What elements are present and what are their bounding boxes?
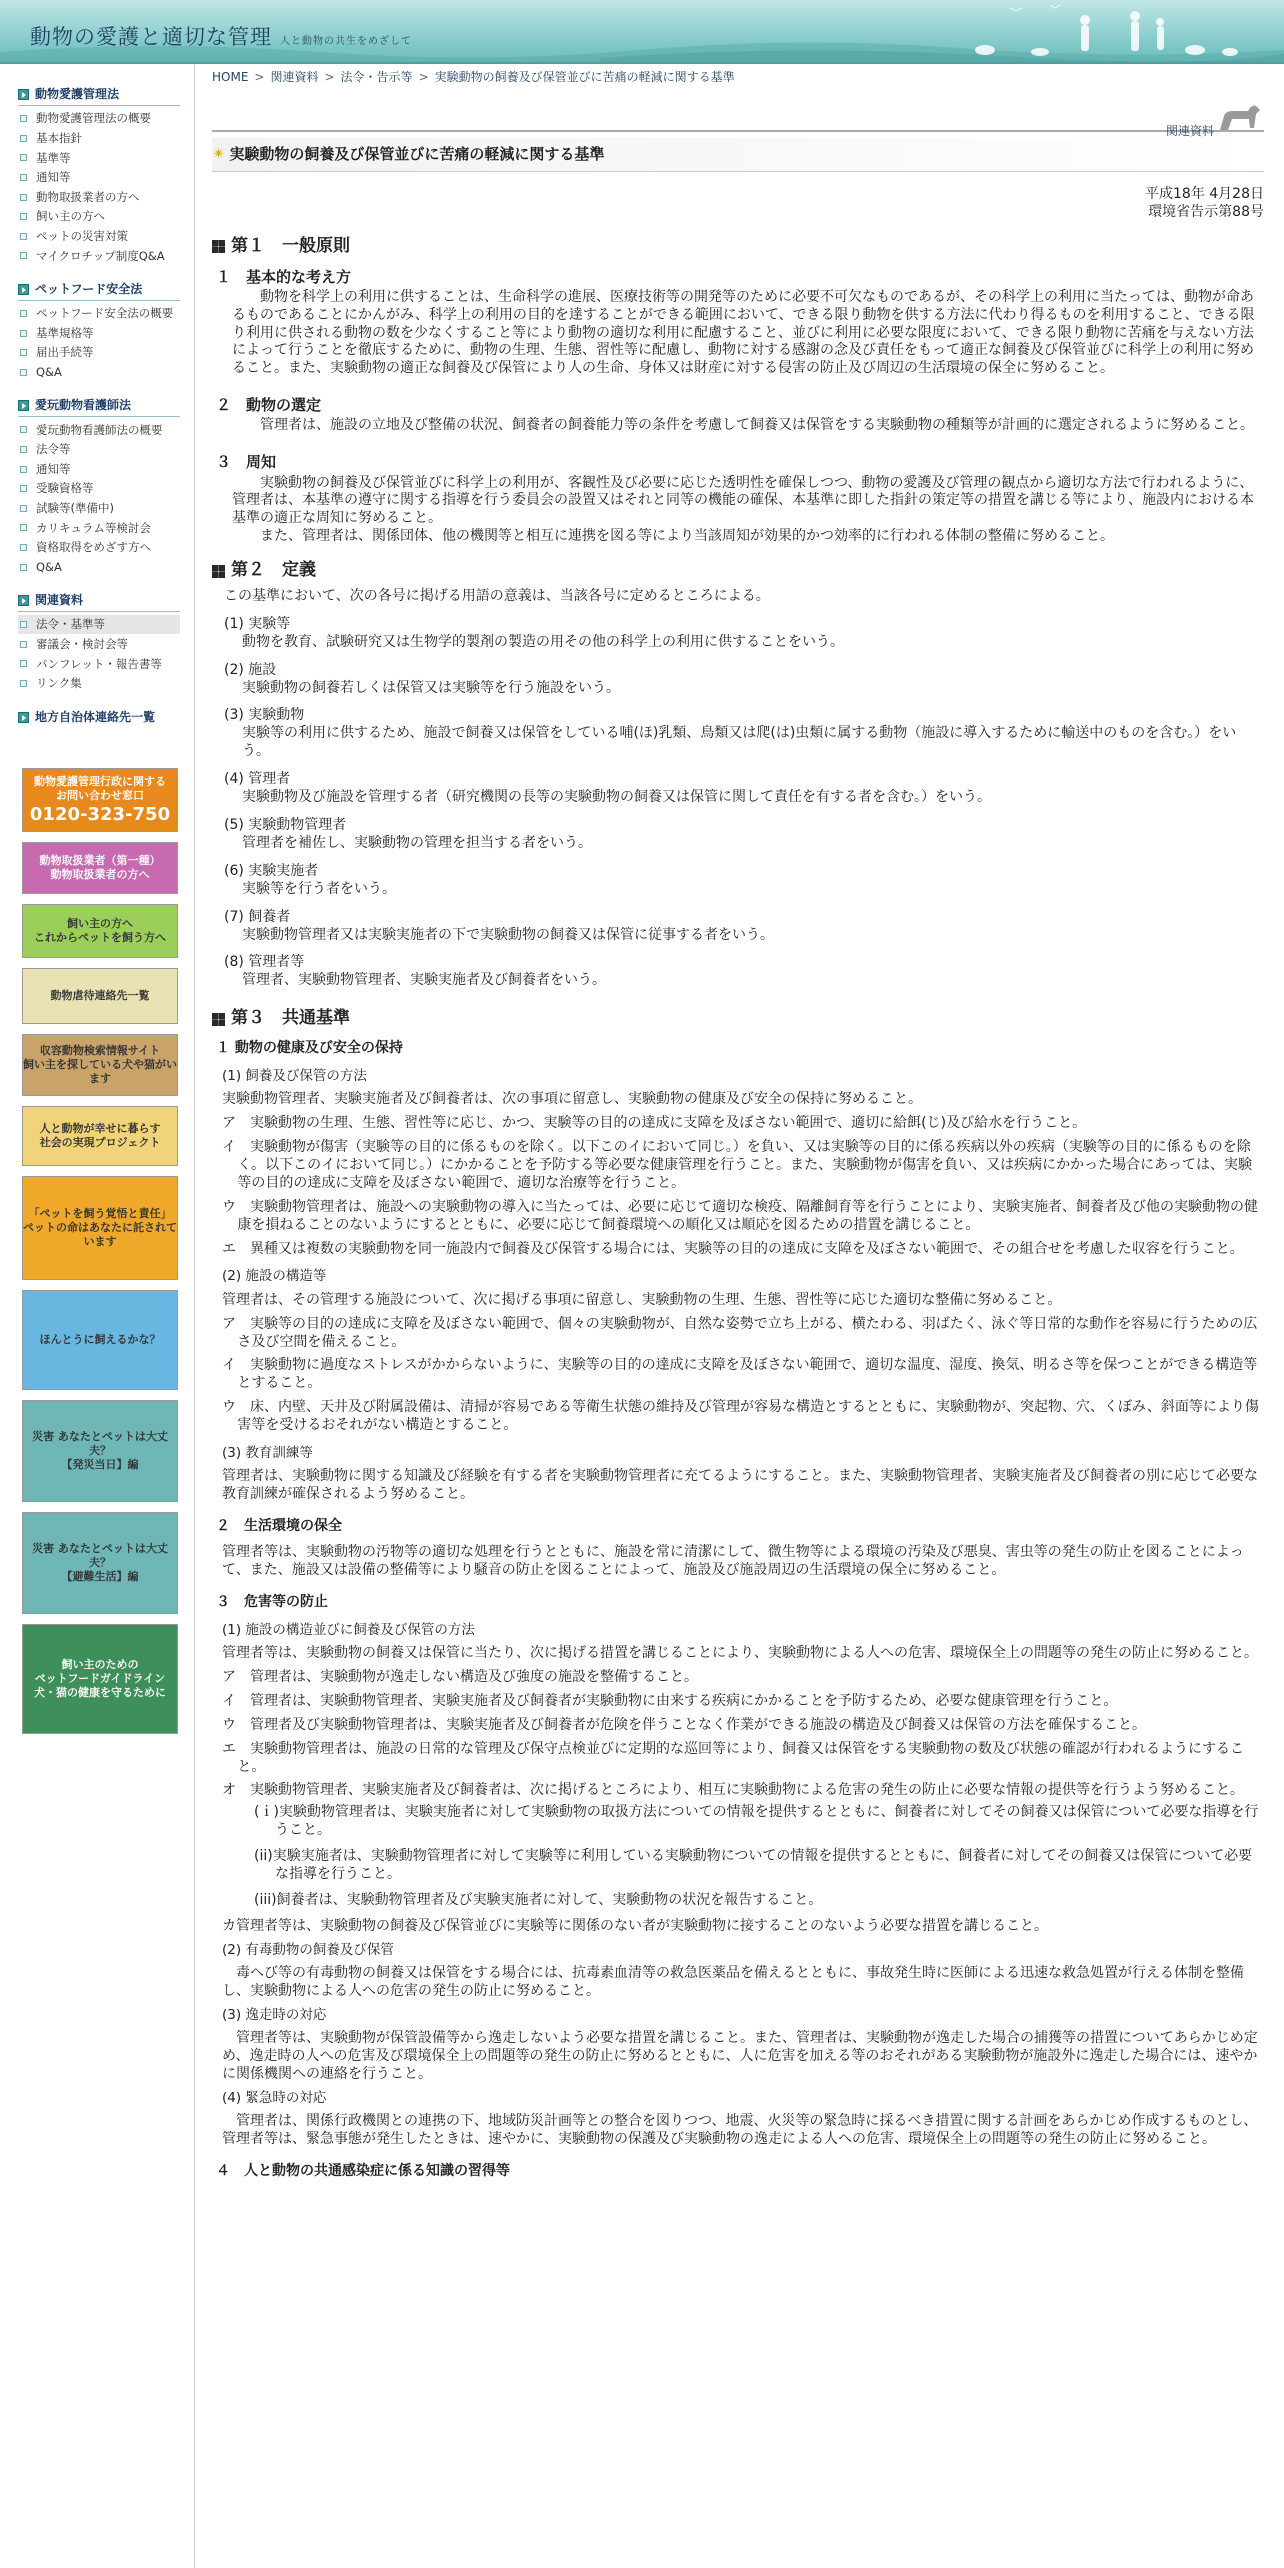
paragraph: 動物を科学上の利用に供することは、生命科学の進展、医療技術等の開発等のために必要不可欠なものであるが、その科学上の利用に当たっては、動物が命あるものであることにかんがみ、科学上の利用の目的を達することができる範囲において、できる限り動物を供する方法に代わり得るものを利用すること、できる限り利用に供される動物の数を少なくすること等により動物の適切な利用に配慮すること、並びに利用に必要な限度において、できる限り動物に苦痛を与えない方法によって行うことを徹底するために、動物の生理、生態、習性等に配慮し、動物に対する感謝の念及び責任をもって適正な飼養及び保管並びに科学上の利用に努めること。また、実験動物の適正な飼養及び保管により人の生命、身体又は財産に対する侵害の防止及び周辺の生活環境の保全に努めること。 — [232, 288, 1255, 377]
sidebar-item-label: ペットの災害対策 — [36, 229, 128, 243]
sidebar-item[interactable] — [18, 148, 180, 168]
sidebar-banner[interactable] — [22, 1512, 178, 1614]
site-tagline: 人と動物の共生をめざして — [280, 36, 412, 47]
definition-body: 動物を教育、試験研究又は生物学的製剤の製造の用その他の科学上の利用に供することをいう。 — [242, 633, 844, 650]
sidebar-banner[interactable] — [22, 1106, 178, 1166]
site-title[interactable] — [30, 24, 412, 51]
sidebar-item[interactable] — [18, 129, 180, 149]
item-heading: (3) 教育訓練等 — [222, 1445, 313, 1462]
subsection-heading: ３ 周知 — [216, 453, 277, 472]
sidebar-item-label: 法令等 — [36, 442, 71, 457]
banner-text: 【発災当日】編 — [61, 1458, 139, 1472]
sidebar-item-label: カリキュラム等検討会 — [36, 520, 151, 535]
sidebar-link-label: 地方自治体連絡先一覧 — [35, 709, 156, 724]
definition-term: (1) 実験等 — [224, 615, 291, 632]
arrow-square-icon — [18, 712, 29, 723]
sidebar-item[interactable] — [18, 459, 180, 479]
site-title-text: 動物の愛護と適切な管理 — [30, 25, 272, 49]
bullet-icon — [20, 154, 27, 161]
bullet-icon — [20, 426, 27, 433]
sidebar-item[interactable] — [18, 440, 180, 460]
main-content — [212, 66, 1264, 2183]
banner-text: 災害 あなたとペットは大丈夫？ — [32, 1430, 168, 1458]
sidebar-section-title[interactable] — [18, 395, 180, 417]
item-heading: (1) 飼養及び保管の方法 — [222, 1067, 367, 1084]
arrow-square-icon — [18, 400, 29, 411]
sidebar-section — [18, 590, 180, 693]
paragraph: 実験動物の飼養及び保管並びに科学上の利用が、客観性及び必要に応じた透明性を確保しつつ、動物の愛護及び管理の観点から適切な方法で行われるように、管理者は、本基準の遵守に関する指導を行う委員会の設置又はそれと同等の機能の確保、本基準に即した指針の策定等の措置を講じる等により、施設内における本基準の適正な周知に努めること。 — [232, 474, 1254, 527]
sidebar-banner[interactable] — [22, 1176, 178, 1280]
sidebar-item-label: マイクロチップ制度Q&A — [36, 248, 165, 263]
banner-text: 動物取扱業者の方へ — [50, 868, 150, 882]
paragraph: 管理者等は、実験動物が保管設備等から逸走しないよう必要な措置を講じること。また、管理者は、実験動物が逸走した場合の捕獲等の措置についてあらかじめ定め、逸走時の人への危害及び環境保全上の問題等の発生の防止に努めるとともに、人に危害を加える等のおそれがある実験動物が施設外に逸走した場合には、速やかに関係機関への連絡を行うこと。 — [222, 2030, 1258, 2082]
document-dates — [212, 186, 1264, 222]
sidebar-banner[interactable] — [22, 1400, 178, 1502]
bullet-icon — [20, 135, 27, 142]
bullet-icon — [20, 174, 27, 181]
sidebar-section — [18, 279, 180, 382]
paragraph: 実験動物管理者、実験実施者及び飼養者は、次の事項に留意し、実験動物の健康及び安全の保持に努めること。 — [222, 1091, 922, 1108]
banner-text: 0120-323-750 — [29, 803, 171, 825]
item-list — [212, 1115, 1264, 1258]
sidebar-item[interactable] — [18, 654, 180, 674]
sidebar-divider — [194, 64, 195, 2568]
section-heading-text: 第１ 一般原則 — [231, 235, 350, 256]
breadcrumb-separator: > — [418, 70, 429, 85]
item-heading: (2) 有毒動物の飼養及び保管 — [222, 1941, 394, 1958]
list-item: ア 実験等の目的の達成に支障を及ぼさない範囲で、個々の実験動物が、自然な姿勢で立ち上がる、横たわる、羽ばたく、泳ぐ等日常的な動作を容易に行うための広さ及び空間を備えること。 — [222, 1315, 1258, 1350]
definition-body: 実験動物及び施設を管理する者（研究機関の長等の実験動物の飼養又は保管に関して責任を有する者を含む。）をいう。 — [242, 789, 991, 806]
sidebar-item-label: 動物愛護管理法の概要 — [36, 111, 151, 126]
bullet-icon — [20, 349, 27, 356]
sidebar-item[interactable] — [18, 343, 180, 363]
item-heading: (1) 施設の構造並びに飼養及び保管の方法 — [222, 1621, 475, 1638]
list-item: イ 実験動物が傷害（実験等の目的に係るものを除く。以下このイにおいて同じ。）を負い、又は実験等の目的に係る疾病以外の疾病（実験等の目的に係るものを除く。以下このイにおいて同じ。）にかかることを予防する等必要な健康管理を行うこと。また、実験動物が傷害を負い、又は疾病にかかった場合にあっては、実験等の目的の達成に支障を及ぼさない範囲で、適切な治療等を行うこと。 — [222, 1138, 1252, 1191]
subsection-heading: １ 基本的な考え方 — [216, 267, 352, 286]
sidebar-section-title[interactable] — [18, 84, 180, 106]
sidebar-item[interactable] — [18, 246, 180, 266]
arrow-square-icon — [18, 89, 29, 100]
sidebar-item-label: Q&A — [36, 364, 62, 379]
sidebar-item[interactable] — [18, 499, 180, 519]
item-list — [212, 1316, 1264, 1435]
notice-number: 環境省告示第88号 — [1148, 203, 1264, 220]
list-item: ア 実験動物の生理、生態、習性等に応じ、かつ、実験等の目的の達成に支障を及ぼさない範囲で、適切に給餌(じ)及び給水を行うこと。 — [222, 1115, 1087, 1132]
grid-icon — [212, 1013, 225, 1026]
sidebar-item-label: 通知等 — [36, 461, 71, 476]
paragraph: 管理者等は、実験動物の飼養又は保管に当たり、次に掲げる措置を講じることにより、実験動物による人への危害、環境保全上の問題等の発生の防止に努めること。 — [222, 1645, 1258, 1661]
sidebar-item-label: 基準規格等 — [36, 325, 94, 340]
bullet-icon — [20, 524, 27, 531]
sparkle-icon: ✴ — [212, 144, 226, 164]
banner-text: ペットの命はあなたに託されています — [23, 1221, 177, 1249]
definition-term: (6) 実験実施者 — [224, 862, 319, 879]
banner-text: 飼い主を探している犬や猫がいます — [23, 1058, 177, 1086]
definition-term: (4) 管理者 — [224, 771, 291, 788]
list-item: ウ 管理者及び実験動物管理者は、実験実施者及び飼養者が危険を伴うことなく作業ができる施設の構造及び飼養又は保管の方法を確保すること。 — [222, 1716, 1146, 1733]
banner-text: 収容動物検索情報サイト — [39, 1044, 161, 1058]
list-item: イ 管理者は、実験動物管理者、実験実施者及び飼養者が実験動物に由来する疾病にかかることを予防するため、必要な健康管理を行うこと。 — [222, 1692, 1118, 1709]
paragraph: 毒へび等の有毒動物の飼養又は保管をする場合には、抗毒素血清等の救急医薬品を備えるとともに、事故発生時に医師による迅速な救急処置が行える体制を整備し、実験動物による人への危害の発生の防止に努めること。 — [222, 1965, 1244, 1999]
paragraph: カ管理者等は、実験動物の飼養及び保管並びに実験等に関係のない者が実験動物に接することのないよう必要な措置を講じること。 — [222, 1917, 1048, 1934]
subsection-heading: ３ 危害等の防止 — [216, 1593, 328, 1610]
sidebar-item-label: 愛玩動物看護師法の概要 — [36, 422, 163, 437]
sidebar-item[interactable] — [18, 538, 180, 558]
document-date: 平成18年 4月28日 — [1145, 186, 1264, 202]
sidebar-item[interactable] — [18, 363, 180, 383]
sidebar-item-label: 通知等 — [36, 170, 71, 185]
page-title-text: 実験動物の飼養及び保管並びに苦痛の軽減に関する基準 — [229, 144, 605, 163]
banner-text: これからペットを飼う方へ — [34, 931, 166, 945]
sidebar-section-title[interactable] — [18, 590, 180, 612]
paragraph: この基準において、次の各号に掲げる用語の意義は、当該各号に定めるところによる。 — [224, 587, 770, 604]
bullet-icon — [20, 213, 27, 220]
definition-term: (2) 施設 — [224, 661, 277, 678]
list-item: ウ 実験動物管理者は、施設への実験動物の導入に当たっては、必要に応じて適切な検疫、隔離飼育等を行うことにより、実験実施者、飼養者及び他の実験動物の健康を損ねることのないようにするとともに、必要に応じて飼養環境への順化又は順応を図るための措置を講じること。 — [222, 1198, 1258, 1233]
sidebar-banner[interactable] — [22, 768, 178, 832]
subsection-heading: ２ 生活環境の保全 — [216, 1518, 342, 1535]
section-heading — [212, 560, 1264, 582]
list-item: エ 異種又は複数の実験動物を同一施設内で飼養及び保管する場合には、実験等の目的の達成に支障を及ぼさない範囲で、その組合せを考慮した収容を行うこと。 — [222, 1240, 1244, 1257]
definition-body: 実験等を行う者をいう。 — [242, 880, 396, 897]
sidebar-item-label: 基本指針 — [36, 131, 82, 146]
sidebar-section-label: 関連資料 — [35, 592, 84, 607]
sidebar-section — [18, 395, 180, 577]
paragraph: 管理者は、関係行政機関との連携の下、地域防災計画等との整合を図りつつ、地震、火災等の緊急時に採るべき措置に関する計画をあらかじめ作成するものとし、管理者等は、緊急事態が発生したときは、速やかに、実験動物の保護及び実験動物の逸走による人への危害、環境保全上の問題等の発生の防止に努めること。 — [222, 2113, 1258, 2148]
sidebar-item[interactable] — [18, 323, 180, 343]
sidebar-item-label: リンク集 — [36, 676, 82, 691]
banner-text: 飼い主のための — [61, 1658, 139, 1672]
sidebar-section-title[interactable] — [18, 279, 180, 301]
definition-term: (8) 管理者等 — [224, 954, 305, 971]
definition-term: (3) 実験動物 — [224, 707, 305, 724]
list-item: ウ 床、内壁、天井及び附属設備は、清掃が容易である等衛生状態の維持及び管理が容易な構造とするとともに、実験動物が、突起物、穴、くぼみ、斜面等により傷害等を受けるおそれがない構造とすること。 — [222, 1399, 1259, 1434]
grid-icon — [212, 240, 225, 253]
page-title — [212, 138, 1264, 172]
bullet-icon — [20, 194, 27, 201]
sidebar-banner[interactable] — [22, 968, 178, 1024]
sidebar-item-label: 法令・基準等 — [36, 617, 105, 632]
sidebar-banner[interactable] — [22, 842, 178, 894]
sub-list-item: (ii)実験実施者は、実験動物管理者に対して実験等に利用している実験動物についての情報を提供するとともに、飼養者に対してその飼養又は保管について必要な指導を行うこと。 — [254, 1848, 1253, 1883]
sidebar-item-label: 届出手続等 — [36, 345, 94, 360]
sidebar-item[interactable] — [18, 109, 180, 129]
sidebar-item-label: パンフレット・報告書等 — [36, 656, 162, 671]
sidebar-item-label: 基準等 — [36, 150, 71, 165]
sidebar-item-label: 飼い主の方へ — [36, 209, 105, 224]
category-bar — [212, 90, 1264, 138]
list-item: イ 実験動物に過度なストレスがかからないように、実験等の目的の達成に支障を及ぼさない範囲で、適切な温度、湿度、換気、明るさ等を保つことができる構造等とすること。 — [222, 1357, 1258, 1392]
bullet-icon — [20, 485, 27, 492]
paragraph: また、管理者は、関係団体、他の機関等と相互に連携を図る等により当該周知が効果的かつ効率的に行われる体制の整備に努めること。 — [260, 528, 1114, 545]
bullet-icon — [20, 544, 27, 551]
sidebar-section-label: 動物愛護管理法 — [35, 86, 120, 101]
banner-text: 社会の実現プロジェクト — [39, 1136, 161, 1150]
sidebar-item-label: 試験等(準備中) — [36, 500, 114, 515]
breadcrumb-current: 実験動物の飼養及び保管並びに苦痛の軽減に関する基準 — [434, 70, 735, 85]
item-list — [212, 1669, 1264, 1800]
sidebar-section — [18, 84, 180, 266]
sidebar-section-label: ペットフード安全法 — [35, 281, 143, 296]
sidebar-item[interactable] — [18, 168, 180, 188]
sidebar-item-label: 資格取得をめざす方へ — [36, 540, 151, 555]
banner-text: 動物取扱業者（第一種） — [39, 854, 161, 868]
sidebar-item-label: 受験資格等 — [36, 481, 94, 496]
banner-text: 動物愛護管理行政に関する — [34, 774, 166, 788]
sub-item-list — [212, 1804, 1264, 1910]
definition-term: (5) 実験動物管理者 — [224, 817, 347, 833]
section-heading — [212, 1008, 1264, 1030]
bullet-icon — [20, 621, 27, 628]
bullet-icon — [20, 641, 27, 648]
sidebar-item[interactable] — [18, 227, 180, 247]
banner-text: 人と動物が幸せに暮らす — [39, 1122, 161, 1136]
banner-text: 「ペットを飼う覚悟と責任」 — [28, 1207, 172, 1221]
definition-body: 管理者、実験動物管理者、実験実施者及び飼養者をいう。 — [242, 972, 606, 989]
sidebar-item[interactable] — [18, 634, 180, 654]
banner-text: 犬・猫の健康を守るために — [34, 1686, 166, 1700]
bullet-icon — [20, 446, 27, 453]
bullet-icon — [20, 369, 27, 376]
bullet-icon — [20, 115, 27, 122]
definition-body: 実験動物管理者又は実験実施者の下で実験動物の飼養又は保管に従事する者をいう。 — [242, 926, 774, 943]
item-heading: (4) 緊急時の対応 — [222, 2089, 327, 2106]
list-item: オ 実験動物管理者、実験実施者及び飼養者は、次に掲げるところにより、相互に実験動物による危害の発生の防止に必要な情報の提供等を行うよう努めること。 — [222, 1782, 1244, 1799]
sub-list-item: (iii)飼養者は、実験動物管理者及び実験実施者に対して、実験動物の状況を報告すること。 — [254, 1891, 823, 1908]
section-heading-text: 第２ 定義 — [231, 560, 316, 581]
sidebar-item[interactable] — [18, 187, 180, 207]
bullet-icon — [20, 564, 27, 571]
definition-list — [224, 616, 1264, 990]
related-label: 関連資料 — [1165, 124, 1214, 138]
paragraph: 管理者は、施設の立地及び整備の状況、飼養者の飼養能力等の条件を考慮して飼養又は保管をする実験動物の種類等が計画的に選定されるように努めること。 — [260, 417, 1254, 434]
bullet-icon — [20, 680, 27, 687]
bullet-icon — [20, 310, 27, 317]
section-heading-text: 第３ 共通基準 — [231, 1008, 350, 1029]
paragraph: 管理者は、実験動物に関する知識及び経験を有する者を実験動物管理者に充てるようにすること。また、実験動物管理者、実験実施者及び飼養者の別に応じて必要な教育訓練が確保されるよう努めること。 — [222, 1468, 1258, 1503]
banner-text: お問い合わせ窓口 — [56, 788, 144, 802]
breadcrumb — [212, 66, 1264, 90]
bullet-icon — [20, 660, 27, 667]
bullet-icon — [20, 233, 27, 240]
sidebar-banner[interactable] — [22, 904, 178, 958]
definition-body: 実験等の利用に供するため、施設で飼養又は保管をしている哺(ほ)乳類、鳥類又は爬(は)虫類に属する動物（施設に導入するために輸送中のものを含む。）をいう。 — [242, 725, 1237, 760]
definition-body: 実験動物の飼養若しくは保管又は実験等を行う施設をいう。 — [242, 679, 620, 696]
bullet-icon — [20, 466, 27, 473]
sidebar — [18, 84, 180, 1744]
subsection-heading: ２ 動物の選定 — [216, 396, 322, 415]
sidebar-banner[interactable] — [22, 1624, 178, 1734]
list-item: エ 実験動物管理者は、施設の日常的な管理及び保守点検並びに定期的な巡回等により、飼養又は保管をする実験動物の数及び状態の確認が行われるようにすること。 — [222, 1740, 1244, 1775]
subsection-heading: ４ 人と動物の共通感染症に係る知識の習得等 — [216, 2162, 510, 2179]
site-header — [0, 0, 1284, 64]
sidebar-item-label: ペットフード安全法の概要 — [36, 306, 174, 321]
list-item: ア 管理者は、実験動物が逸走しない構造及び強度の施設を整備すること。 — [222, 1668, 698, 1685]
section-heading — [212, 236, 1264, 258]
banner-text: 飼い主の方へ — [67, 917, 133, 931]
breadcrumb-home[interactable]: HOME — [212, 70, 249, 85]
grid-icon — [212, 565, 225, 578]
banner-list — [18, 768, 180, 1734]
sidebar-item[interactable] — [18, 304, 180, 324]
paragraph: 管理者は、その管理する施設について、次に掲げる事項に留意し、実験動物の生理、生態、習性等に応じた適切な整備に努めること。 — [222, 1291, 1062, 1308]
banner-text: 動物虐待連絡先一覧 — [50, 989, 150, 1003]
item-heading: (3) 逸走時の対応 — [222, 2006, 327, 2023]
item-heading: (2) 施設の構造等 — [222, 1268, 327, 1285]
sidebar-item-label: 動物取扱業者の方へ — [36, 189, 140, 204]
bullet-icon — [20, 252, 27, 259]
definition-term: (7) 飼養者 — [224, 908, 291, 925]
sidebar-item[interactable] — [18, 615, 180, 635]
sidebar-item[interactable] — [18, 420, 180, 440]
sidebar-item[interactable] — [18, 518, 180, 538]
sidebar-item-label: Q&A — [36, 559, 62, 574]
sidebar-banner[interactable] — [22, 1034, 178, 1096]
arrow-square-icon — [18, 284, 29, 295]
bullet-icon — [20, 330, 27, 337]
breadcrumb-separator: > — [254, 70, 265, 85]
breadcrumb-separator: > — [324, 70, 335, 85]
breadcrumb-law[interactable]: 法令・告示等 — [340, 70, 413, 85]
sidebar-item[interactable] — [18, 674, 180, 694]
sub-list-item: (ｉ)実験動物管理者は、実験実施者に対して実験動物の取扱方法についての情報を提供するとともに、飼養者に対してその飼養又は保管について必要な指導を行うこと。 — [254, 1804, 1259, 1839]
banner-text: ほんとうに飼えるかな？ — [39, 1333, 161, 1347]
banner-text: 【避難生活】編 — [61, 1570, 139, 1584]
bullet-icon — [20, 505, 27, 512]
sidebar-link-local-govt[interactable] — [18, 706, 180, 728]
sidebar-item[interactable] — [18, 479, 180, 499]
subsection-heading: １ 動物の健康及び安全の保持 — [216, 1040, 403, 1056]
sidebar-item[interactable] — [18, 207, 180, 227]
dog-icon — [1216, 100, 1262, 134]
breadcrumb-related[interactable]: 関連資料 — [270, 70, 319, 85]
sidebar-banner[interactable] — [22, 1290, 178, 1390]
sidebar-section-label: 愛玩動物看護師法 — [35, 397, 132, 412]
paragraph: 管理者等は、実験動物の汚物等の適切な処理を行うとともに、施設を常に清潔にして、微生物等による環境の汚染及び悪臭、害虫等の発生の防止を図ることによって、また、施設又は設備の整備等により騒音の防止を図ることによって、施設及び施設周辺の生活環境の保全に努めること。 — [222, 1544, 1244, 1578]
sidebar-item[interactable] — [18, 557, 180, 577]
definition-body: 管理者を補佐し、実験動物の管理を担当する者をいう。 — [242, 834, 592, 851]
banner-text: ペットフードガイドライン — [34, 1672, 166, 1686]
arrow-square-icon — [18, 595, 29, 606]
sidebar-item-label: 審議会・検討会等 — [36, 636, 128, 651]
banner-text: 災害 あなたとペットは大丈夫？ — [32, 1542, 168, 1570]
